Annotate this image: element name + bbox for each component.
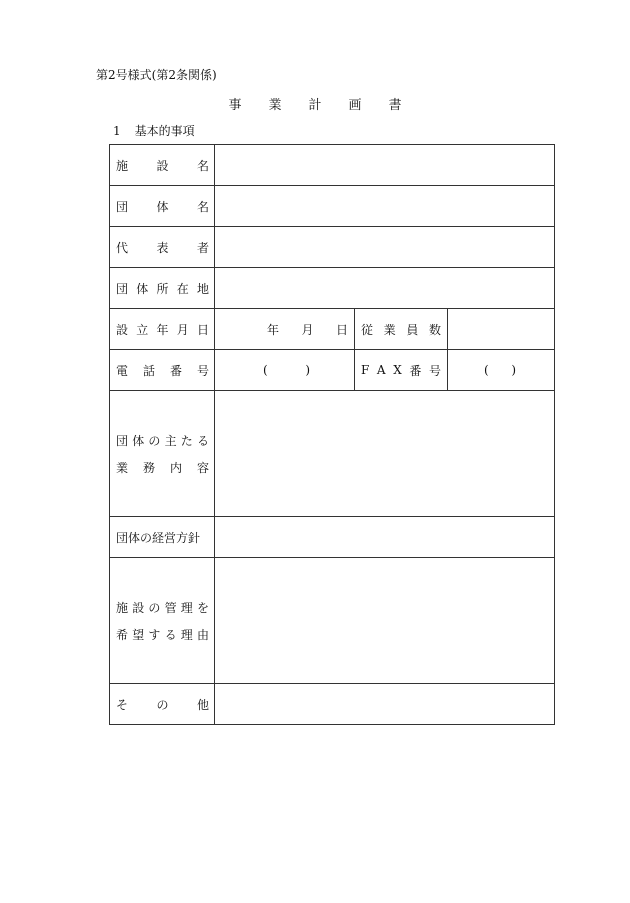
label-char: 話 bbox=[142, 363, 155, 378]
label-char: 号 bbox=[428, 363, 441, 378]
label-char: 団 bbox=[116, 199, 129, 214]
group-name-label bbox=[110, 186, 215, 227]
label-char: そ bbox=[116, 697, 129, 712]
label-char: 従 bbox=[361, 322, 374, 337]
label-char: 所 bbox=[156, 281, 169, 296]
label-char: 管 bbox=[164, 600, 177, 615]
label-char: 体 bbox=[132, 433, 145, 448]
founded-label bbox=[110, 309, 215, 350]
title-char: 画 bbox=[348, 98, 389, 113]
label-char: 理 bbox=[180, 627, 193, 642]
table-row bbox=[110, 186, 555, 227]
label-char: 設 bbox=[116, 322, 129, 337]
label-char: 立 bbox=[136, 322, 149, 337]
phone-field[interactable] bbox=[215, 350, 355, 391]
table-row bbox=[110, 558, 555, 684]
title-char: 事 bbox=[228, 98, 269, 113]
label-char: 番 bbox=[409, 363, 422, 378]
label-char: 施 bbox=[116, 600, 129, 615]
label-char: 容 bbox=[196, 460, 209, 475]
label-char: 理 bbox=[180, 600, 193, 615]
fax-field[interactable] bbox=[448, 350, 555, 391]
label-text: 団体の経営方針 bbox=[116, 530, 201, 545]
other-label bbox=[110, 684, 215, 725]
label-char: 設 bbox=[132, 600, 145, 615]
representative-label bbox=[110, 227, 215, 268]
section-title: 基本的事項 bbox=[134, 124, 195, 138]
day-unit: 日 bbox=[335, 322, 348, 337]
label-char: 者 bbox=[196, 240, 209, 255]
facility-name-label bbox=[110, 145, 215, 186]
label-char: 員 bbox=[406, 322, 419, 337]
label-char: 設 bbox=[156, 158, 169, 173]
close-paren: ) bbox=[511, 363, 517, 377]
label-char: 番 bbox=[169, 363, 182, 378]
year-unit: 年 bbox=[267, 322, 280, 337]
table-row bbox=[110, 517, 555, 558]
fax-label bbox=[355, 350, 448, 391]
label-char: 主 bbox=[164, 433, 177, 448]
table-row bbox=[110, 309, 555, 350]
table-row bbox=[110, 227, 555, 268]
reason-field[interactable] bbox=[215, 558, 555, 684]
table-row bbox=[110, 350, 555, 391]
label-char: た bbox=[180, 433, 193, 448]
management-policy-label bbox=[110, 517, 215, 558]
label-char: 表 bbox=[156, 240, 169, 255]
title-char: 計 bbox=[308, 98, 349, 113]
label-char: 他 bbox=[196, 697, 209, 712]
label-char: を bbox=[196, 600, 209, 615]
open-paren: ( bbox=[263, 363, 268, 377]
label-char: の bbox=[148, 600, 161, 615]
other-field[interactable] bbox=[215, 684, 555, 725]
address-label bbox=[110, 268, 215, 309]
label-char: A bbox=[376, 363, 386, 377]
close-paren: ) bbox=[305, 363, 310, 377]
label-char: 月 bbox=[176, 322, 189, 337]
label-char: 名 bbox=[196, 158, 209, 173]
label-char: る bbox=[164, 627, 177, 642]
label-char: 体 bbox=[136, 281, 149, 296]
title-char: 書 bbox=[388, 98, 429, 113]
basic-info-table bbox=[109, 144, 555, 725]
phone-label bbox=[110, 350, 215, 391]
label-char: 希 bbox=[116, 627, 129, 642]
section-number: 1 bbox=[113, 124, 121, 138]
label-char: る bbox=[196, 433, 209, 448]
label-char: 日 bbox=[196, 322, 209, 337]
label-char: 体 bbox=[156, 199, 169, 214]
document-title bbox=[0, 94, 630, 113]
label-char: 数 bbox=[428, 322, 441, 337]
main-business-field[interactable] bbox=[215, 391, 555, 517]
open-paren: ( bbox=[484, 363, 489, 377]
form-number: 第2号様式(第2条関係) bbox=[96, 68, 217, 82]
label-char: F bbox=[361, 363, 370, 377]
main-business-label bbox=[110, 391, 215, 517]
label-char: の bbox=[156, 697, 169, 712]
section-heading bbox=[113, 122, 195, 139]
table-row bbox=[110, 391, 555, 517]
facility-name-field[interactable] bbox=[215, 145, 555, 186]
representative-field[interactable] bbox=[215, 227, 555, 268]
table-row bbox=[110, 684, 555, 725]
label-char: 電 bbox=[116, 363, 129, 378]
label-char: 業 bbox=[116, 460, 129, 475]
address-field[interactable] bbox=[215, 268, 555, 309]
label-char: 地 bbox=[196, 281, 209, 296]
table-row bbox=[110, 145, 555, 186]
title-char: 業 bbox=[268, 98, 309, 113]
management-policy-field[interactable] bbox=[215, 517, 555, 558]
label-char: 内 bbox=[169, 460, 182, 475]
label-char: 施 bbox=[116, 158, 129, 173]
label-char: 務 bbox=[142, 460, 155, 475]
label-char: 名 bbox=[196, 199, 209, 214]
label-char: 年 bbox=[156, 322, 169, 337]
label-char: 在 bbox=[176, 281, 189, 296]
founded-date-field[interactable] bbox=[215, 309, 355, 350]
label-char: 代 bbox=[116, 240, 129, 255]
reason-label bbox=[110, 558, 215, 684]
label-char: の bbox=[148, 433, 161, 448]
label-char: 由 bbox=[196, 627, 209, 642]
label-char: 望 bbox=[132, 627, 145, 642]
employees-label bbox=[355, 309, 448, 350]
label-char: 号 bbox=[196, 363, 209, 378]
label-char: す bbox=[148, 627, 161, 642]
employees-field[interactable] bbox=[448, 309, 555, 350]
label-char: 団 bbox=[116, 433, 129, 448]
month-unit: 月 bbox=[301, 322, 314, 337]
group-name-field[interactable] bbox=[215, 186, 555, 227]
label-char: 業 bbox=[383, 322, 396, 337]
table-row bbox=[110, 268, 555, 309]
label-char: X bbox=[393, 363, 402, 377]
label-char: 団 bbox=[116, 281, 129, 296]
